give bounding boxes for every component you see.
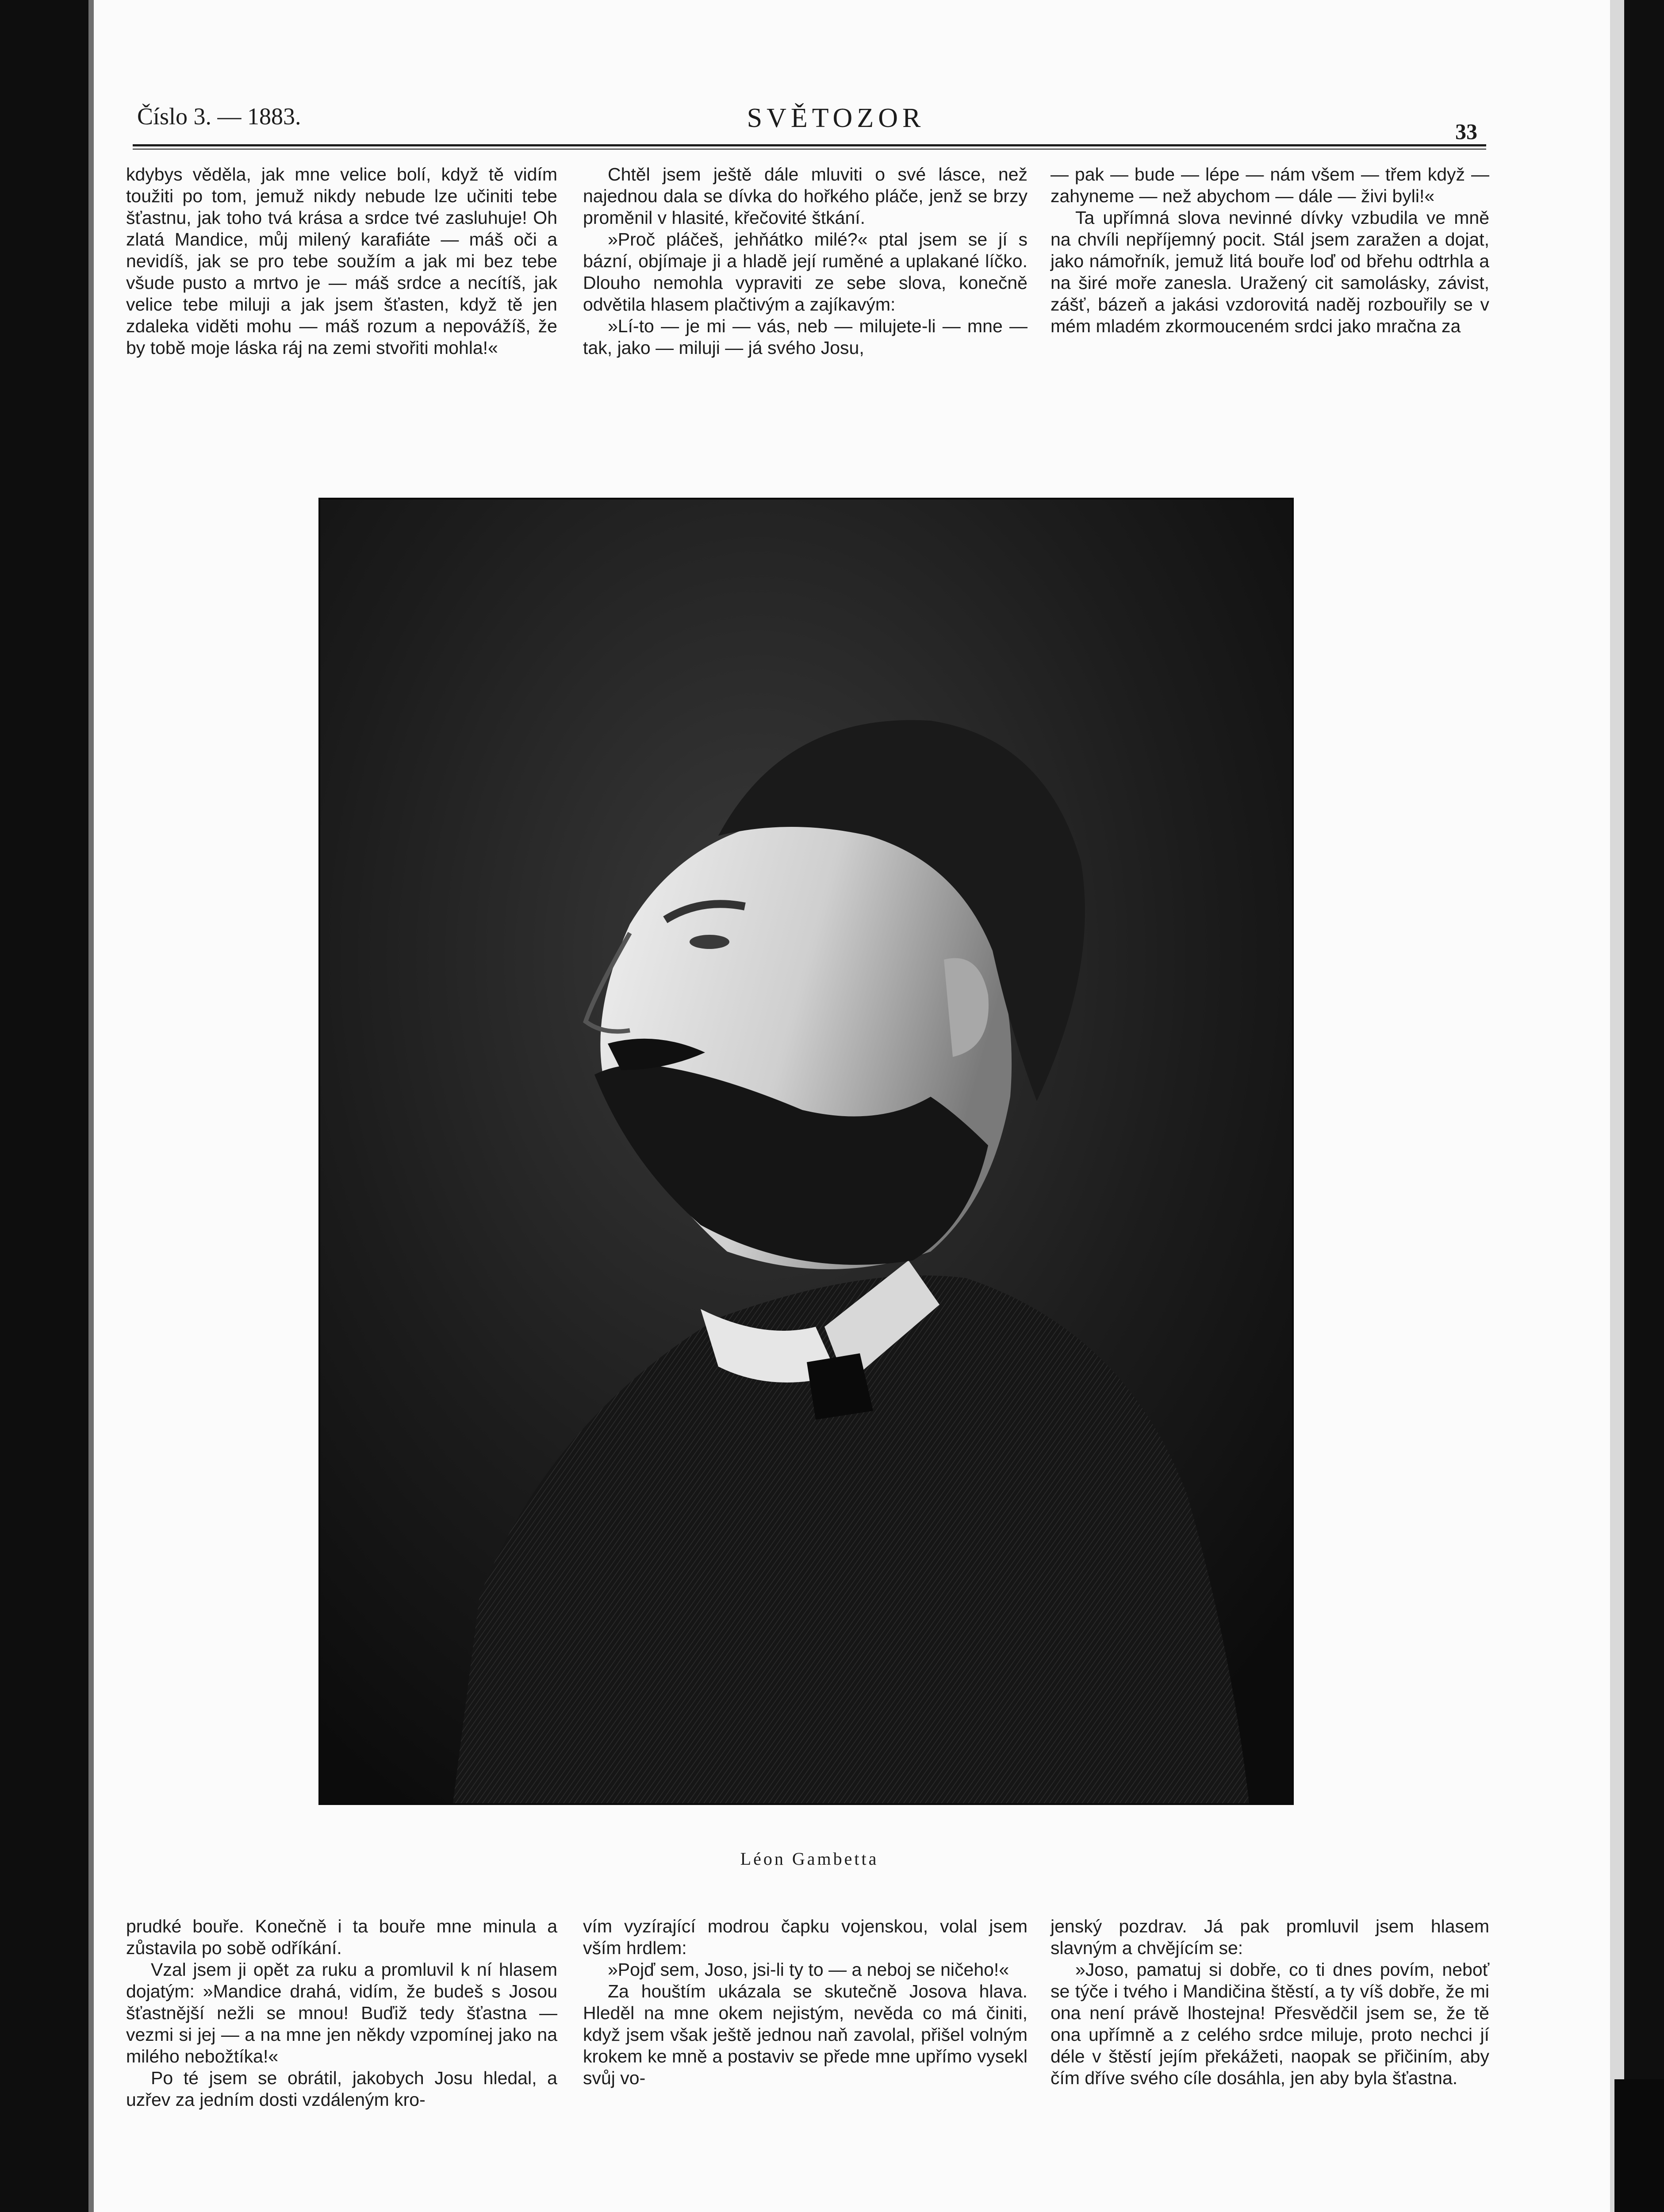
bottom-column-3 xyxy=(1051,1916,1489,2089)
top-column-1 xyxy=(126,164,557,359)
paragraph: »Joso, pamatuj si dobře, co ti dnes povím, neboť se týče i tvého i Mandičina štěstí, a ty víš dobře, že mi ona není právě lhostejna! Přesvědčil jsem se, že tě ona upřímně a z celého srdce miluje, proto nechci jí déle v štěstí jejím překážeti, naopak se přičiním, aby čím dříve svého cíle dosáhla, jen aby byla šťastna. xyxy=(1051,1959,1489,2088)
top-column-2 xyxy=(583,164,1028,359)
paragraph: Vzal jsem ji opět za ruku a promluvil k ní hlasem dojatým: »Mandice drahá, vidím, že budeš s Josou šťastnější nežli se mnou! Buďiž tedy šťastna — vezmi si jej — a na mne jen někdy vzpomínej jako na milého nebožtíka!« xyxy=(126,1959,557,2066)
paragraph: »Proč pláčeš, jehňátko milé?« ptal jsem se jí s bázní, objímaje ji a hladě její ruměné a uplakané líčko. Dlouho nemohla vypraviti ze sebe slova, konečně odvětila hlasem plačtivým a zajíkavým: xyxy=(583,229,1028,315)
paragraph: Po té jsem se obrátil, jakobych Josu hledal, a uzřev za jedním dosti vzdáleným kro- xyxy=(126,2068,557,2110)
scan-border-left-edge xyxy=(88,0,94,2212)
paragraph: Chtěl jsem ještě dále mluviti o své lásce, než najednou dala se dívka do hořkého pláče, jenž se brzy proměnil v hlasité, křečovité štkání. xyxy=(583,164,1028,228)
paragraph: Ta upřímná slova nevinné dívky vzbudila ve mně na chvíli nepříjemný pocit. Stál jsem zaražen a dojat, jako námořník, jemuž litá bouře loď od břehu odtrhla a na širé moře zanesla. Uražený cit samolásky, závist, zášť, bázeň a jakási vzdorovitá naděj rozbouřily se v mém mladém zkormouceném srdci jako mračna za xyxy=(1051,207,1489,336)
paragraph: »Lí-to — je mi — vás, neb — milujete-li — mne — tak, jako — miluji — já svého Josu, xyxy=(583,316,1028,358)
header-rule xyxy=(133,144,1486,146)
paragraph: kdybys věděla, jak mne velice bolí, když tě vidím toužiti po tom, jemuž nikdy nebude lze učiniti tebe šťastnu, jak toho tvá krása a srdce tvé zasluhuje! Oh zlatá Mandice, můj milený karafiáte — máš oči a nevidíš, jak se pro tebe soužím a jak mi bez tebe všude pusto a mrtvo je — máš srdce a necítíš, jak velice tebe miluji a jak jsem šťasten, když tě jen zdaleka viděti mohu — máš rozum a nepovážíš, že by tobě moje láska ráj na zemi stvořiti mohla!« xyxy=(126,164,557,358)
paragraph: vím vyzírající modrou čapku vojenskou, volal jsem vším hrdlem: xyxy=(583,1916,1028,1958)
portrait-engraving xyxy=(318,498,1294,1805)
bottom-column-2 xyxy=(583,1916,1028,2089)
magazine-title: SVĚTOZOR xyxy=(747,103,925,133)
paragraph: Za houštím ukázala se skutečně Josova hlava. Hleděl na mne okem nejistým, nevěda co má činiti, když jsem však ještě jednou naň zavolal, přišel volným krokem ke mně a postaviv se přede mne upřímo vysekl svůj vo- xyxy=(583,1981,1028,2088)
bottom-column-1 xyxy=(126,1916,557,2111)
scan-border-right-edge xyxy=(1610,0,1624,2212)
scan-border-left xyxy=(0,0,88,2212)
scan-corner-dark xyxy=(1614,2079,1664,2212)
paragraph: prudké bouře. Konečně i ta bouře mne minula a zůstavila po sobě odříkání. xyxy=(126,1916,557,1958)
issue-label: Číslo 3. — 1883. xyxy=(137,103,301,130)
top-column-3 xyxy=(1051,164,1489,337)
paragraph: »Pojď sem, Joso, jsi-li ty to — a neboj se ničeho!« xyxy=(608,1959,1009,1980)
paragraph: — pak — bude — lépe — nám všem — třem když — zahyneme — než abychom — dále — živi byli!« xyxy=(1051,164,1489,206)
scan-border-right xyxy=(1624,0,1664,2212)
paragraph: jenský pozdrav. Já pak promluvil jsem hlasem slavným a chvějícím se: xyxy=(1051,1916,1489,1958)
header-rule-thin xyxy=(133,149,1486,150)
portrait-caption: Léon Gambetta xyxy=(740,1849,879,1869)
eye xyxy=(690,935,729,949)
page-number: 33 xyxy=(1455,119,1477,144)
